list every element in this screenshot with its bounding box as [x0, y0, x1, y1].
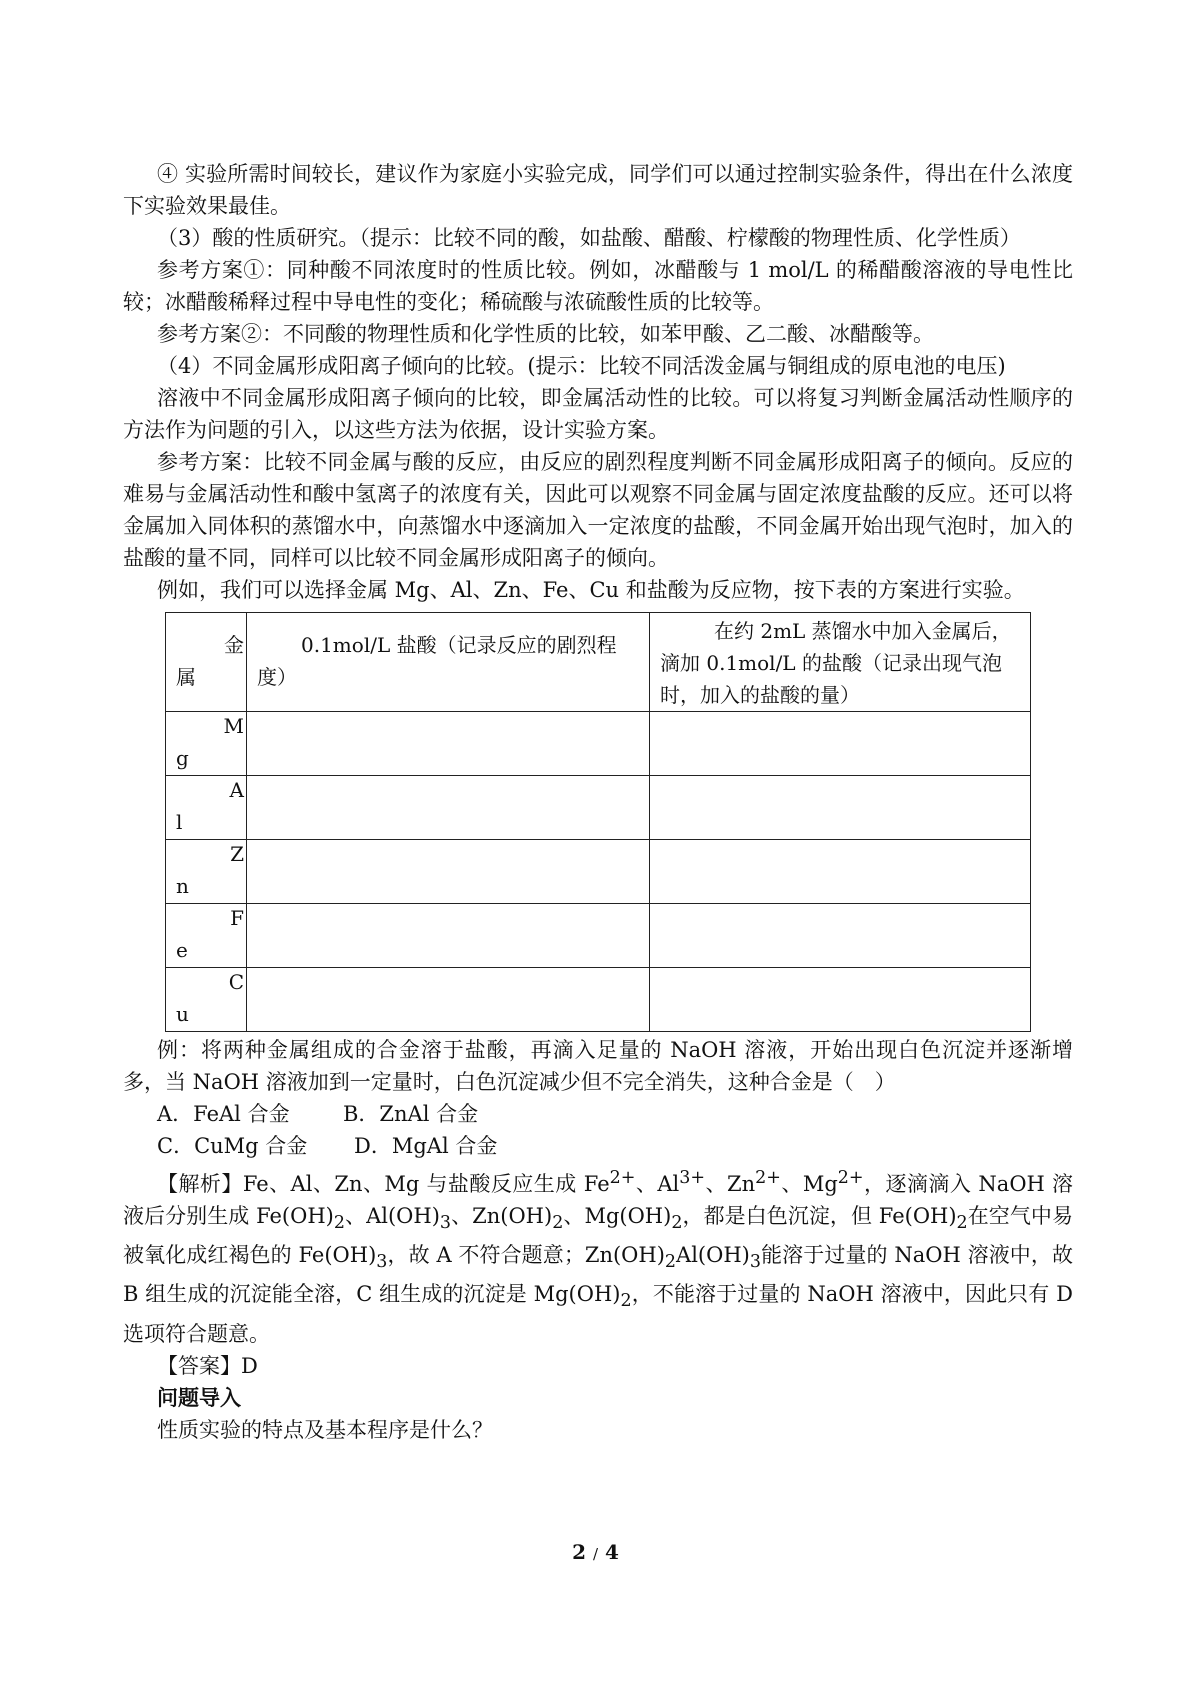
table-row [166, 776, 1031, 840]
analysis-paragraph [123, 1162, 1073, 1350]
example-question: 例：将两种金属组成的合金溶于盐酸，再滴入足量的 NaOH 溶液，开始出现白色沉淀并逐渐增多，当 NaOH 溶液加到一定量时，白色沉淀减少但不完全消失，这种合金是（ ） [123, 1038, 1073, 1094]
table-corner-cell [166, 613, 247, 712]
empty-cell [650, 904, 1031, 968]
superscript: 3+ [679, 1168, 706, 1188]
superscript: 2+ [609, 1168, 636, 1188]
answer-line: 【答案】D [157, 1353, 258, 1378]
metal-label-bottom: e [176, 938, 188, 962]
section-heading: 问题导入 [157, 1384, 241, 1410]
table-row [166, 904, 1031, 968]
empty-cell [247, 840, 650, 904]
table-row [166, 968, 1031, 1032]
subscript: 2 [620, 1291, 632, 1312]
analysis-text: 、Al(OH) [344, 1204, 440, 1228]
table-row [166, 712, 1031, 776]
subscript: 2 [333, 1213, 345, 1234]
paragraph: 溶液中不同金属形成阳离子倾向的比较，即金属活动性的比较。可以将复习判断金属活动性顺序的方法作为问题的引入，以这些方法为依据，设计实验方案。 [123, 386, 1073, 442]
metal-label-bottom: n [176, 874, 189, 898]
superscript: 2+ [837, 1168, 864, 1188]
metal-cell [166, 776, 247, 840]
option-d: D．MgAl 合金 [354, 1134, 498, 1158]
superscript: 2+ [755, 1168, 781, 1188]
metal-label-bottom: l [176, 810, 183, 834]
metal-label-top: M [223, 714, 244, 738]
subscript: 3 [439, 1213, 452, 1234]
empty-cell [247, 904, 650, 968]
document-body [123, 158, 1073, 1446]
options-row-2 [123, 1130, 1073, 1162]
analysis-text: 、Zn [705, 1172, 756, 1196]
metal-label-bottom: u [176, 1002, 189, 1026]
empty-cell [650, 968, 1031, 1032]
analysis-text: ，故 A 不符合题意；Zn(OH) [387, 1243, 665, 1268]
analysis-text: 能溶于过量的 NaOH 溶液中，故 B 组生成的沉淀能全溶，C 组生成的沉淀是 Mg(OH) [123, 1243, 1073, 1307]
paragraph: （3）酸的性质研究。（提示：比较不同的酸，如盐酸、醋酸、柠檬酸的物理性质、化学性质） [157, 226, 1021, 250]
metal-cell [166, 840, 247, 904]
section-question: 性质实验的特点及基本程序是什么？ [157, 1417, 493, 1442]
table-row [166, 840, 1031, 904]
paragraph: 参考方案②：不同酸的物理性质和化学性质的比较，如苯甲酸、乙二酸、冰醋酸等。 [157, 322, 934, 346]
header-col1-text: 0.1mol/L 盐酸（记录反应的剧烈程度） [257, 633, 617, 689]
analysis-text: ，都是白色沉淀，但 Fe(OH) [682, 1204, 957, 1228]
empty-cell [247, 712, 650, 776]
analysis-text: 、Zn(OH) [451, 1204, 553, 1228]
analysis-label: 【解析】 [157, 1172, 243, 1196]
metal-experiment-table [165, 612, 1031, 1032]
analysis-text: 、Mg(OH) [563, 1204, 672, 1228]
page-separator: / [592, 1545, 599, 1563]
empty-cell [650, 840, 1031, 904]
options-row-1 [123, 1098, 1073, 1130]
subscript: 2 [664, 1252, 677, 1273]
subscript: 2 [552, 1213, 564, 1234]
analysis-text: 、Mg [780, 1172, 838, 1196]
empty-cell [650, 712, 1031, 776]
page-total: 4 [605, 1540, 619, 1564]
analysis-text: Al(OH) [676, 1243, 750, 1268]
metal-label-top: C [228, 970, 244, 994]
table-header-col1 [247, 613, 650, 712]
metal-cell [166, 904, 247, 968]
paragraph: 参考方案①：同种酸不同浓度时的性质比较。例如，冰醋酸与 1 mol/L 的稀醋酸溶液的导电性比较；冰醋酸稀释过程中导电性的变化；稀硫酸与浓硫酸性质的比较等。 [123, 258, 1073, 314]
option-c: C．CuMg 合金 [157, 1134, 308, 1158]
paragraph: 参考方案：比较不同金属与酸的反应，由反应的剧烈程度判断不同金属形成阳离子的倾向。反应的难易与金属活动性和酸中氢离子的浓度有关，因此可以观察不同金属与固定浓度盐酸的反应。还可以将金属加入同体积的蒸馏水中，向蒸馏水中逐滴加入一定浓度的盐酸，不同金属开始出现气泡时，加入的盐酸的量不同，同样可以比较不同金属形成阳离子的倾向。 [123, 450, 1073, 570]
paragraph: （4）不同金属形成阳离子倾向的比较。(提示：比较不同活泼金属与铜组成的原电池的电压) [157, 354, 1006, 378]
subscript: 3 [376, 1252, 388, 1273]
corner-label-bottom: 属 [176, 665, 196, 689]
analysis-text: Fe、Al、Zn、Mg 与盐酸反应生成 Fe [242, 1172, 610, 1196]
subscript: 2 [671, 1213, 683, 1234]
empty-cell [247, 776, 650, 840]
analysis-text: 在空气中易被氧化成红褐色的 Fe(OH) [123, 1204, 1073, 1268]
empty-cell [247, 968, 650, 1032]
analysis-text: ，逐滴滴入 NaOH 溶液后分别生成 Fe(OH) [123, 1172, 1073, 1228]
page-number [0, 1540, 1191, 1564]
option-b: B．ZnAl 合金 [342, 1102, 479, 1126]
corner-label-top: 金 [224, 633, 244, 657]
metal-label-top: F [230, 906, 244, 930]
subscript: 2 [956, 1213, 968, 1234]
metal-label-top: A [229, 778, 244, 802]
option-a: A．FeAl 合金 [157, 1102, 290, 1126]
table-header-row [166, 613, 1031, 712]
metal-cell [166, 968, 247, 1032]
page-current: 2 [572, 1540, 586, 1564]
analysis-text: 、Al [635, 1172, 680, 1196]
empty-cell [650, 776, 1031, 840]
subscript: 3 [749, 1252, 761, 1273]
metal-cell [166, 712, 247, 776]
paragraph: 例如，我们可以选择金属 Mg、Al、Zn、Fe、Cu 和盐酸为反应物，按下表的方案进行实验。 [157, 578, 1025, 602]
analysis-text: ，不能溶于过量的 NaOH 溶液中，因此只有 D 选项符合题意。 [123, 1282, 1073, 1346]
metal-label-bottom: g [176, 746, 189, 770]
table-header-col2 [650, 613, 1031, 712]
paragraph: ④ 实验所需时间较长，建议作为家庭小实验完成，同学们可以通过控制实验条件，得出在什么浓度下实验效果最佳。 [123, 162, 1073, 218]
header-col2-text: 在约 2mL 蒸馏水中加入金属后，滴加 0.1mol/L 的盐酸（记录出现气泡时，加入的盐酸的量） [660, 619, 1012, 707]
metal-label-top: Z [230, 842, 244, 866]
